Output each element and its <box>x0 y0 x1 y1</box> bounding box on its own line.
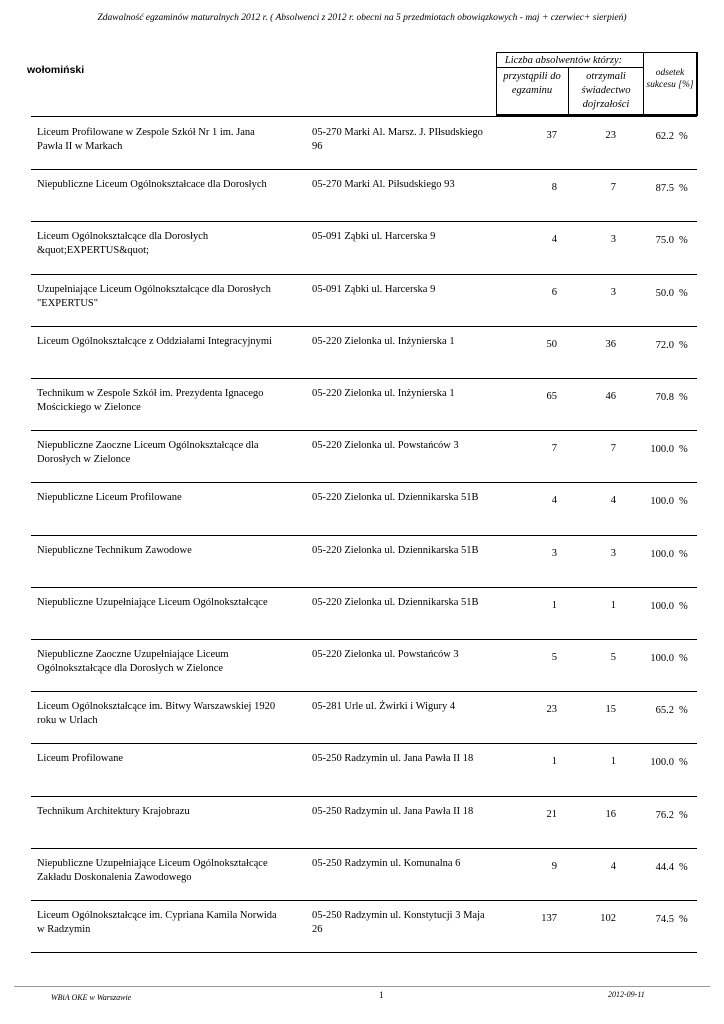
school-name: Liceum Ogólnokształcące dla Dorosłych &quot;EXPERTUS&quot; <box>37 231 209 257</box>
school-address: 05-281 Urle ul. Żwirki i Wigury 4 <box>312 701 456 713</box>
count-took: 4 <box>551 495 557 507</box>
school-name: Niepubliczne Uzupełniające Liceum Ogólnokształcące Zakładu Doskonalenia Zawodowego <box>37 857 268 883</box>
count-passed: 7 <box>610 443 616 455</box>
success-rate: 62.2 <box>655 131 674 142</box>
percent-unit: % <box>679 496 688 508</box>
row-divider <box>31 378 697 379</box>
school-address: 05-270 Marki Al. Piłsudskiego 93 <box>312 179 455 191</box>
school-name: Niepubliczne Zaoczne Uzupełniające Liceum Ogólnokształcące dla Dorosłych w Zielonce <box>37 649 229 674</box>
footer-date: 2012-09-11 <box>608 990 645 999</box>
percent-unit: % <box>679 653 688 664</box>
count-passed: 46 <box>605 391 616 402</box>
school-name: Technikum w Zespole Szkół im. Prezydenta Ignacego Mościckiego w Zielonce <box>37 388 264 413</box>
count-passed: 15 <box>605 704 616 716</box>
row-divider <box>31 639 697 640</box>
count-took: 50 <box>546 338 557 350</box>
header-box-mid1 <box>568 67 569 114</box>
count-took: 1 <box>551 756 557 768</box>
count-passed: 4 <box>610 495 616 507</box>
school-address: 05-220 Zielonka ul. Powstańców 3 <box>312 440 459 452</box>
count-took: 9 <box>551 860 557 872</box>
row-divider <box>31 743 697 744</box>
county-name: wołomiński <box>27 64 85 76</box>
school-name: Liceum Ogólnokształcące z Oddziałami Integracyjnymi <box>37 335 272 347</box>
count-took: 23 <box>546 704 557 716</box>
percent-unit: % <box>679 809 688 821</box>
school-name: Liceum Ogólnokształcące im. Bitwy Warszawskiej 1920 roku w Urlach <box>37 701 276 727</box>
school-name: Liceum Profilowane <box>37 753 124 765</box>
school-name: Liceum Ogólnokształcące im. Cypriana Kamila Norwida w Radzymin <box>37 910 277 935</box>
row-divider <box>31 274 697 275</box>
school-address: 05-250 Radzymin ul. Jana Pawła II 18 <box>312 753 474 765</box>
row-divider <box>31 535 697 536</box>
school-address: 05-220 Zielonka ul. Inżynierska 1 <box>312 388 455 399</box>
row-divider <box>31 221 697 222</box>
header-box-top-left <box>496 52 644 53</box>
percent-unit: % <box>679 861 688 873</box>
header-group-label: Liczba absolwentów którzy: <box>504 55 623 66</box>
success-rate: 100.0 <box>650 548 674 560</box>
count-passed: 7 <box>610 182 616 194</box>
row-divider <box>31 848 697 849</box>
percent-unit: % <box>679 131 688 142</box>
header-col-passed: otrzymali świadectwo dojrzałości <box>581 71 631 110</box>
percent-unit: % <box>679 339 688 351</box>
success-rate: 100.0 <box>650 600 674 612</box>
success-rate: 72.0 <box>655 339 674 351</box>
footer-org: WBiA OKE w Warszawie <box>51 993 132 1002</box>
header-box-top-right <box>644 52 696 53</box>
row-divider <box>31 952 697 953</box>
row-divider <box>31 900 697 901</box>
count-took: 137 <box>541 913 557 924</box>
row-divider <box>31 587 697 588</box>
count-took: 5 <box>551 652 557 663</box>
school-name: Niepubliczne Liceum Ogólnokształcace dla Dorosłych <box>37 179 267 191</box>
header-box-right <box>696 52 698 116</box>
percent-unit: % <box>679 757 688 769</box>
count-passed: 1 <box>610 599 616 611</box>
row-divider <box>31 482 697 483</box>
school-address: 05-220 Zielonka ul. Dziennikarska 51B <box>312 492 479 504</box>
success-rate: 75.0 <box>655 235 674 247</box>
school-name: Niepubliczne Uzupełniające Liceum Ogólnokształcące <box>37 596 268 608</box>
row-divider <box>31 430 697 431</box>
school-address: 05-220 Zielonka ul. Inżynierska 1 <box>312 335 455 347</box>
school-address: 05-091 Ząbki ul. Harcerska 9 <box>312 283 436 295</box>
success-rate: 50.0 <box>655 287 674 299</box>
page-title: Zdawalność egzaminów maturalnych 2012 r. ( Absolwenci z 2012 r. obecni na 5 przedmiotach obowiązkowych - maj + czerwiec+ sierpień) <box>97 13 627 23</box>
footer-divider <box>14 986 710 987</box>
count-passed: 1 <box>610 756 616 768</box>
header-bottom-rule <box>31 116 697 117</box>
row-divider <box>31 691 697 692</box>
school-address: 05-220 Zielonka ul. Dziennikarska 51B <box>312 544 479 556</box>
row-divider <box>31 169 697 170</box>
school-name: Liceum Profilowane w Zespole Szkół Nr 1 im. Jana Pawła II w Markach <box>37 127 255 152</box>
success-rate: 65.2 <box>655 705 674 717</box>
footer-page-number: 1 <box>379 990 384 1000</box>
count-took: 21 <box>546 808 557 820</box>
count-passed: 5 <box>610 652 616 663</box>
header-col-rate: odsetek sukcesu [%] <box>646 68 694 90</box>
school-name: Niepubliczne Liceum Profilowane <box>37 492 182 504</box>
school-address: 05-270 Marki Al. Marsz. J. PIłsudskiego 96 <box>312 127 483 152</box>
count-passed: 3 <box>610 547 616 559</box>
count-took: 3 <box>551 547 557 559</box>
percent-unit: % <box>679 235 688 247</box>
school-address: 05-220 Zielonka ul. Powstańców 3 <box>312 649 459 660</box>
percent-unit: % <box>679 705 688 717</box>
count-took: 8 <box>551 182 557 194</box>
success-rate: 100.0 <box>650 496 674 508</box>
school-address: 05-250 Radzymin ul. Jana Pawła II 18 <box>312 805 474 817</box>
school-address: 05-250 Radzymin ul. Konstytucji 3 Maja 26 <box>312 910 485 935</box>
count-passed: 3 <box>610 286 616 298</box>
school-address: 05-091 Ząbki ul. Harcerska 9 <box>312 231 436 243</box>
success-rate: 87.5 <box>655 183 674 195</box>
percent-unit: % <box>679 183 688 195</box>
count-took: 7 <box>551 443 557 455</box>
percent-unit: % <box>679 392 688 403</box>
count-took: 37 <box>546 130 557 141</box>
count-passed: 23 <box>605 130 616 141</box>
success-rate: 100.0 <box>650 444 674 456</box>
school-name: Uzupełniające Liceum Ogólnokształcące dla Dorosłych "EXPERTUS" <box>37 283 271 309</box>
count-took: 1 <box>551 599 557 611</box>
school-name: Technikum Architektury Krajobrazu <box>37 805 190 817</box>
count-took: 6 <box>551 286 557 298</box>
percent-unit: % <box>679 287 688 299</box>
count-passed: 4 <box>610 860 616 872</box>
success-rate: 74.5 <box>655 914 674 925</box>
percent-unit: % <box>679 914 688 925</box>
count-passed: 16 <box>605 808 616 820</box>
row-divider <box>31 326 697 327</box>
school-name: Niepubliczne Zaoczne Liceum Ogólnokształcące dla Dorosłych w Zielonce <box>37 440 259 466</box>
count-passed: 3 <box>610 234 616 246</box>
success-rate: 76.2 <box>655 809 674 821</box>
percent-unit: % <box>679 444 688 456</box>
success-rate: 44.4 <box>655 861 674 873</box>
count-passed: 36 <box>605 338 616 350</box>
school-address: 05-220 Zielonka ul. Dziennikarska 51B <box>312 596 479 608</box>
count-passed: 102 <box>600 913 616 924</box>
success-rate: 100.0 <box>650 757 674 769</box>
count-took: 65 <box>546 391 557 402</box>
count-took: 4 <box>551 234 557 246</box>
success-rate: 100.0 <box>650 653 674 664</box>
row-divider <box>31 796 697 797</box>
school-name: Niepubliczne Technikum Zawodowe <box>37 544 192 556</box>
header-col-took: przystąpili do egzaminu <box>503 71 561 96</box>
school-address: 05-250 Radzymin ul. Komunalna 6 <box>312 857 461 869</box>
percent-unit: % <box>679 600 688 612</box>
success-rate: 70.8 <box>655 392 674 403</box>
percent-unit: % <box>679 548 688 560</box>
